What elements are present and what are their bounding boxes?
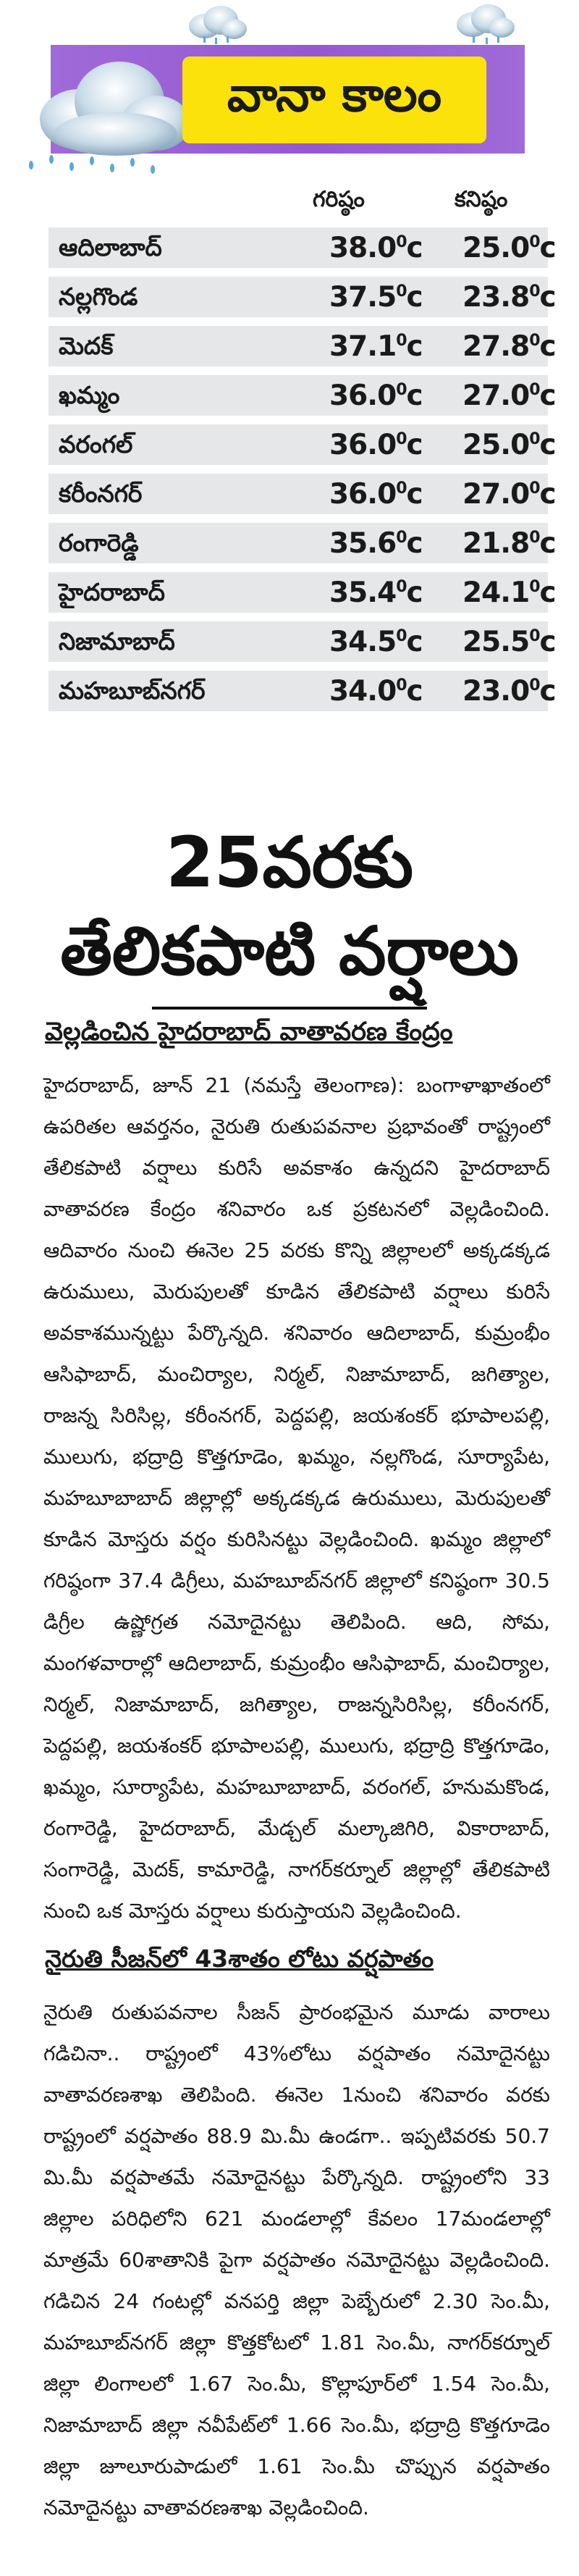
rain-cloud-icon <box>29 51 195 174</box>
article-subheading: వెల్లడించిన హైదరాబాద్ వాతావరణ కేంద్రం <box>45 1018 453 1046</box>
headline-divider <box>152 1007 427 1010</box>
temperature-value: 35.4 <box>329 576 397 609</box>
table-row <box>48 424 556 465</box>
table-row <box>48 375 556 416</box>
unit-label: c <box>539 527 556 560</box>
temperature-value: 37.5 <box>329 281 397 314</box>
min-temperature <box>462 527 556 560</box>
city-name: వరంగల్ <box>59 430 133 458</box>
unit-label: c <box>539 576 556 609</box>
degree-symbol: 0 <box>529 529 540 547</box>
column-header-max: గరిష్ఠం <box>313 187 365 212</box>
degree-symbol: 0 <box>529 233 540 251</box>
unit-label: c <box>539 330 556 363</box>
column-header-min: కనిష్ఠం <box>455 187 508 212</box>
city-name: మెదక్ <box>59 332 114 360</box>
city-name: నల్లగొండ <box>59 282 138 311</box>
table-row <box>48 474 556 514</box>
headline-line1: 25వరకు <box>165 822 414 903</box>
degree-symbol: 0 <box>396 430 407 448</box>
temperature-value: 21.8 <box>462 527 530 560</box>
degree-symbol: 0 <box>396 381 407 399</box>
degree-symbol: 0 <box>396 529 407 547</box>
degree-symbol: 0 <box>396 233 407 251</box>
table-row <box>48 671 556 711</box>
max-temperature <box>329 281 423 314</box>
temperature-value: 25.5 <box>462 626 530 658</box>
unit-label: c <box>539 232 556 264</box>
temperature-value: 34.0 <box>329 675 397 708</box>
degree-symbol: 0 <box>529 332 540 350</box>
unit-label: c <box>406 478 423 511</box>
unit-label: c <box>406 429 423 461</box>
city-name: రంగారెడ్డి <box>59 529 139 557</box>
unit-label: c <box>406 626 423 658</box>
min-temperature <box>462 626 556 658</box>
min-temperature <box>462 281 556 314</box>
max-temperature <box>329 478 423 511</box>
temperature-value: 37.1 <box>329 330 397 363</box>
headline-line2: తేలికపాటి వర్షాలు <box>60 912 519 990</box>
city-name: ఖమ్మం <box>59 381 120 409</box>
temperature-value: 36.0 <box>329 379 397 412</box>
max-temperature <box>329 379 423 412</box>
city-name: నిజామాబాద్ <box>59 627 175 655</box>
unit-label: c <box>539 379 556 412</box>
temperature-value: 35.6 <box>329 527 397 560</box>
table-row <box>48 326 556 366</box>
degree-symbol: 0 <box>529 381 540 399</box>
rain-cloud-icon <box>185 3 250 46</box>
temperature-value: 25.0 <box>462 429 530 461</box>
degree-symbol: 0 <box>529 578 540 596</box>
unit-label: c <box>406 527 423 560</box>
unit-label: c <box>539 281 556 314</box>
section-heading: నైరుతి సీజన్‌లో 43శాతం లోటు వర్షపాతం <box>45 1944 434 1973</box>
unit-label: c <box>539 675 556 708</box>
min-temperature <box>462 675 556 708</box>
unit-label: c <box>539 478 556 511</box>
temperature-value: 23.0 <box>462 675 530 708</box>
weather-banner <box>0 0 579 174</box>
temperature-value: 36.0 <box>329 478 397 511</box>
unit-label: c <box>539 429 556 461</box>
table-row <box>48 621 556 662</box>
max-temperature <box>329 626 423 658</box>
temperature-value: 27.0 <box>462 478 530 511</box>
max-temperature <box>329 675 423 708</box>
min-temperature <box>462 330 556 363</box>
unit-label: c <box>406 675 423 708</box>
degree-symbol: 0 <box>529 430 540 448</box>
max-temperature <box>329 429 423 461</box>
city-name: ఆదిలాబాద్ <box>59 233 162 261</box>
city-name: మహబూబ్‌నగర్ <box>59 676 206 705</box>
rain-cloud-icon <box>452 1 517 46</box>
city-name: హైదరాబాద్ <box>59 578 165 606</box>
article-paragraph-2: నైరుతి రుతుపవనాల సీజన్ ప్రారంభమైన మూడు వారాలు గడిచినా.. రాష్ట్రంలో 43%లోటు వర్షపాతం నమోదైనట్టు వాతావరణశాఖ తెలిపింది. ఈనెల 1నుంచి శనివారం వరకు రాష్ట్రంలో వర్షపాతం 88.9 మి.మీ ఉండగా.. ఇప్పటివరకు 50.7 మి.మీ వర్షపాతమే నమోదైనట్టు పేర్కొన్నది. రాష్ట్రంలోని 33 జిల్లాల పరిధిలోని 621 మండలాల్లో కేవలం 17మండలాల్లో మాత్రమే 60శాతానికి పైగా వర్షపాతం నమోదైనట్టు వెల్లడించింది. గడిచిన 24 గంటల్లో వనపర్తి జిల్లా పెబ్బేరులో 2.30 సెం.మీ, మహబూబ్‌నగర్ జిల్లా కొత్తకోటలో 1.81 సెం.మీ, నాగర్‌కర్నూల్ జిల్లా లింగాలలో 1.67 సెం.మీ, కొల్లాపూర్‌లో 1.54 సెం.మీ, నిజామాబాద్ జిల్లా నవీపేట్‌లో 1.66 సెం.మీ, భద్రాద్రి కొత్తగూడెం జిల్లా జూలూరుపాడులో 1.61 సెం.మీ చొప్పున వర్షపాతం నమోదైనట్టు వాతావరణశాఖ వెల్లడించింది. <box>43 2000 550 2520</box>
degree-symbol: 0 <box>529 627 540 645</box>
degree-symbol: 0 <box>396 332 407 350</box>
article-paragraph-1: హైదరాబాద్, జూన్ 21 (నమస్తే తెలంగాణ): బంగాళాఖాతంలో ఉపరితల ఆవర్తనం, నైరుతి రుతుపవనాల ప్రభావంతో రాష్ట్రంలో తేలికపాటి వర్షాలు కురిసే అవకాశం ఉన్నదని హైదరాబాద్ వాతావరణ కేంద్రం శనివారం ఒక ప్రకటనలో వెల్లడించింది. ఆదివారం నుంచి ఈనెల 25 వరకు కొన్ని జిల్లాలలో అక్కడక్కడ ఉరుములు, మెరుపులతో కూడిన తేలికపాటి వర్షాలు కురిసే అవకాశమున్నట్టు పేర్కొన్నది. శనివారం ఆదిలాబాద్, కుమ్రంభీం ఆసిఫాబాద్, మంచిర్యాల, నిర్మల్, నిజామాబాద్, జగిత్యాల, రాజన్న సిరిసిల్ల, కరీంనగర్, పెద్దపల్లి, జయశంకర్ భూపాలపల్లి, ములుగు, భద్రాద్రి కొత్తగూడెం, ఖమ్మం, నల్లగొండ, సూర్యాపేట, మహబూబాబాద్ జిల్లాల్లో అక్కడక్కడ ఉరుములు, మెరుపులతో కూడిన మోస్తరు వర్షం కురిసినట్టు వెల్లడించింది. ఖమ్మం జిల్లాలో గరిష్ఠంగా 37.4 డిగ్రీలు, మహబూబ్‌నగర్ జిల్లాలో కనిష్ఠంగా 30.5 డిగ్రీల ఉష్ణోగ్రత నమోదైనట్టు తెలిపింది. ఆది, సోమ, మంగళవారాల్లో ఆదిలాబాద్, కుమ్రంభీం ఆసిఫాబాద్, మంచిర్యాల, నిర్మల్, నిజామాబాద్, జగిత్యాల, రాజన్నసిరిసిల్ల, కరీంనగర్, పెద్దపల్లి, జయశంకర్ భూపాలపల్లి, ములుగు, భద్రాద్రి కొత్తగూడెం, ఖమ్మం, సూర్యాపేట, మహబూబాబాద్, వరంగల్, హనుమకొండ, రంగారెడ్డి, హైదరాబాద్, మేడ్చల్ మల్కాజిగిరి, వికారాబాద్, సంగారెడ్డి, మెదక్, కామారెడ్డి, నాగర్‌కర్నూల్ జిల్లాల్లో తేలికపాటి నుంచి ఒక మోస్తరు వర్షాలు కురుస్తాయని వెల్లడించింది. <box>43 1073 550 1923</box>
degree-symbol: 0 <box>529 479 540 498</box>
degree-symbol: 0 <box>396 627 407 645</box>
table-row <box>48 523 556 563</box>
min-temperature <box>462 429 556 461</box>
temperature-value: 24.1 <box>462 576 530 609</box>
city-name: కరీంనగర్ <box>59 479 143 508</box>
degree-symbol: 0 <box>396 282 407 301</box>
degree-symbol: 0 <box>396 578 407 596</box>
degree-symbol: 0 <box>529 676 540 695</box>
temperature-value: 23.8 <box>462 281 530 314</box>
temperature-value: 36.0 <box>329 429 397 461</box>
unit-label: c <box>406 330 423 363</box>
unit-label: c <box>406 281 423 314</box>
min-temperature <box>462 379 556 412</box>
unit-label: c <box>539 626 556 658</box>
temperature-value: 27.0 <box>462 379 530 412</box>
temperature-value: 27.8 <box>462 330 530 363</box>
min-temperature <box>462 478 556 511</box>
table-row <box>48 572 556 613</box>
unit-label: c <box>406 232 423 264</box>
unit-label: c <box>406 576 423 609</box>
max-temperature <box>329 576 423 609</box>
degree-symbol: 0 <box>396 479 407 498</box>
max-temperature <box>329 232 423 264</box>
min-temperature <box>462 576 556 609</box>
table-row <box>48 227 556 268</box>
banner-title: వానా కాలం <box>182 56 486 143</box>
temperature-value: 38.0 <box>329 232 397 264</box>
max-temperature <box>329 527 423 560</box>
degree-symbol: 0 <box>529 282 540 301</box>
unit-label: c <box>406 379 423 412</box>
degree-symbol: 0 <box>396 676 407 695</box>
max-temperature <box>329 330 423 363</box>
table-row <box>48 277 556 317</box>
temperature-value: 34.5 <box>329 626 397 658</box>
temperature-value: 25.0 <box>462 232 530 264</box>
min-temperature <box>462 232 556 264</box>
